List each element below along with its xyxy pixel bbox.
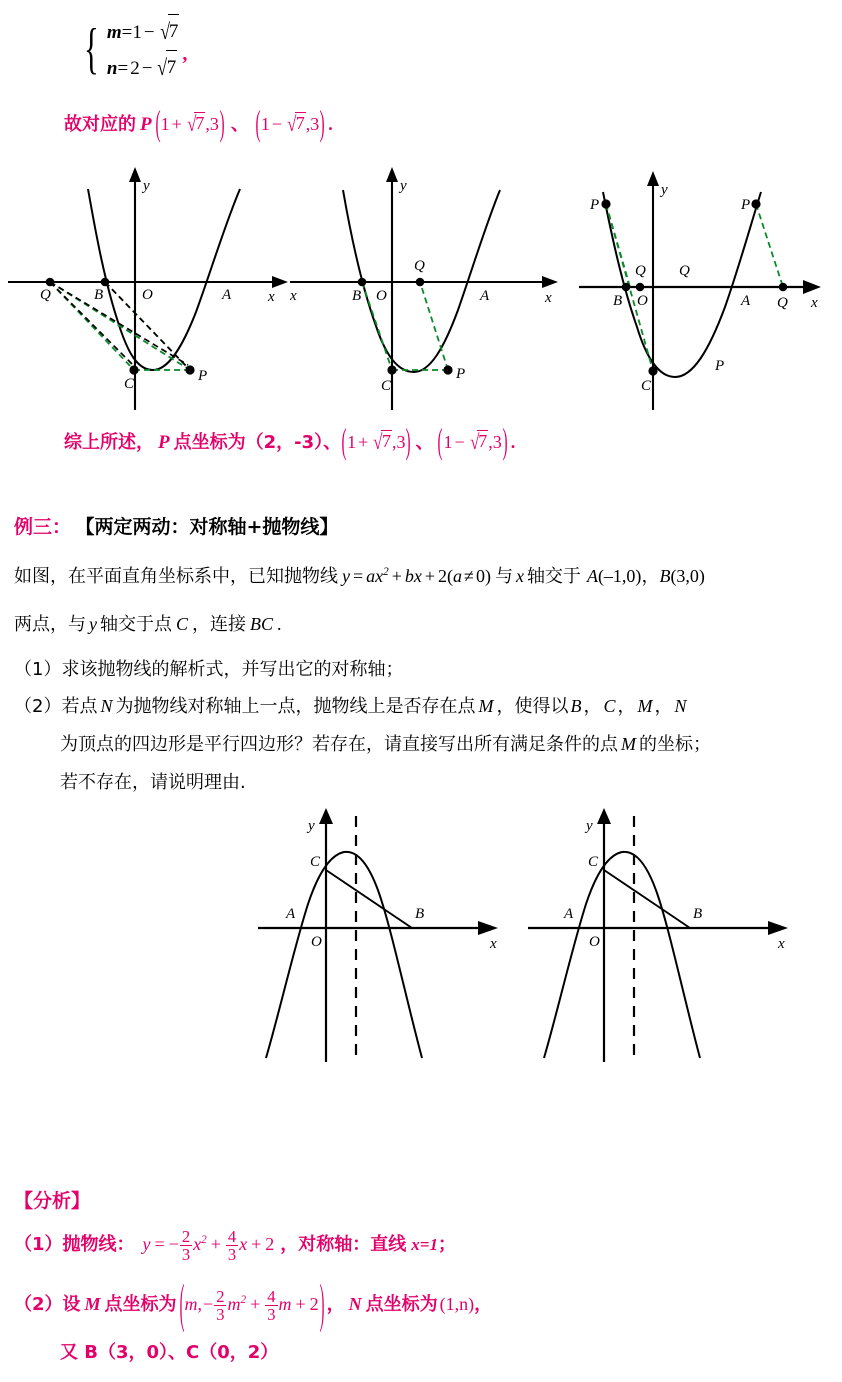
analysis-2-M-coord: m,− $\frac{2}{3}$ $m^2$ + $\frac{4}{3}$ m + 2 [184,1287,319,1325]
figure-5-x-axis [528,921,788,935]
figure-5-label-B: B [693,906,703,922]
conclusion-line-1: 故对应的 P (1 + √7,3) 、 (1 − √7,3) . [64,103,333,143]
conclusion-1-prefix: 故对应的 [64,114,136,135]
figure-2-label-B: B [352,288,362,304]
q2-var-M2: M [637,696,653,716]
eq2-int: 2 [130,58,140,79]
figure-5-label-O: O [589,934,600,950]
figure-3-axis-label-y: y [661,182,668,198]
coord-b2-op: − [454,432,465,452]
analysis-2-label-c: 点坐标为 [365,1294,438,1316]
eq1-radicand: 7 [168,14,180,49]
figure-2-axis-label-y: y [400,178,407,194]
problem-point-B: B [659,566,671,586]
q2-c3: ， [654,696,673,717]
q2-c1: ， [583,696,602,717]
equation-line-1 [107,14,180,50]
Mfrac1-den: 3 [216,1305,225,1325]
figure-5-label-A: A [564,906,574,922]
analysis-header-text: 【分析】 [14,1190,91,1212]
figure-3-label-P-right: P [741,197,751,213]
coord-b1-sqrt: √7 [287,112,305,136]
figure-1-label-Q: Q [40,287,51,303]
analysis-2-label-a: 设 [62,1294,81,1316]
conclusion-2-coord-plain: （2，-3） [245,432,324,453]
frac2-den: 3 [227,1245,237,1265]
coord-b1-op: − [271,114,283,134]
coord-a2-radicand: 7 [381,431,391,451]
analysis-1-semicolon: ； [437,1234,456,1256]
frac2-num: 4 [227,1227,237,1246]
coord-a2-sqrt: √7 [373,430,391,454]
figure-2-label-A: A [480,288,490,304]
figure-4-downward-parabola [250,800,520,1080]
conclusion-1-point-label: P [140,114,152,135]
example-header [14,512,338,539]
figure-4-axis-label-y: y [308,818,315,834]
figure-2-axis-label-x-right: x [545,290,552,306]
coord-b1-radicand: 7 [295,113,305,133]
Mfrac1-num: 2 [216,1287,225,1306]
figure-2-label-Q: Q [414,258,425,274]
analysis-2-label-b: 点坐标为 [104,1294,177,1316]
analysis-1-axis: x=1 [411,1235,438,1255]
problem-point-A: A [586,566,598,586]
coord-a2-int: 1 [347,432,357,452]
analysis-header [14,1186,90,1213]
coord-b1-y: 3 [310,114,320,134]
coord-a2-y: 3 [396,432,406,452]
conclusion-2-mid: 点坐标为 [173,432,246,453]
eq2-sqrt: √7 [154,50,177,86]
question-1 [14,655,403,681]
q2-var-M3: M [621,734,636,754]
eq1-int: 1 [132,22,142,43]
figure-2-upward-parabola-Q-mid [290,162,580,412]
analysis-2-number: （2） [14,1294,63,1316]
figure-1-black-dashes [50,282,188,366]
q2-line2-a: 为顶点的四边形是平行四边形？若存在，请直接写出所有满足条件的点 [60,734,618,755]
eq1-equals: = [121,22,133,43]
figure-1-label-O: O [142,287,153,303]
figure-2-label-P: P [456,366,466,382]
analysis-1-const: 2 [265,1234,275,1255]
figure-4-axis-label-x: x [490,936,497,952]
problem-x-var: x [515,566,524,586]
figure-3-label-Q-near-origin: Q [635,263,646,279]
problem-line2-c: ，连接 [192,614,247,635]
q2-var-M: M [478,696,494,716]
coord-a1-radicand: 7 [195,113,205,133]
example-header-label: 例三： [14,516,72,538]
analysis-2-N-coord: (1,n) [439,1294,475,1315]
analysis-1-number: （1） [14,1234,63,1256]
figure-4-label-A: A [286,906,296,922]
coord-b2-int: 1 [443,432,453,452]
analysis-item-2-line-1: （2）设 M 点坐标为 (m,− $\frac{2}{3}$ $m^2$ + $\frac{4}{3}$ m + 2) ， N 点坐标为 (1,n)， [14,1273,493,1334]
figure-3-upward-parabola-two-P [575,162,842,412]
problem-y-var: y [89,614,97,634]
q2-line2-b: 的坐标； [639,734,711,755]
analysis-item-1 [14,1228,456,1264]
figure-2-axis-label-x-left: x [290,288,297,304]
coord-a2-op: + [358,432,369,452]
eq1-lhs: m [106,22,122,43]
figure-5-axis-label-y: y [586,818,593,834]
problem-line2-period: . [277,614,282,634]
problem-line1-c: 轴交于 [526,566,581,587]
coord-a1-y: 3 [209,114,219,134]
figure-3-label-B: B [613,293,623,309]
q2-var-C: C [603,696,616,716]
figure-3-label-Q-right: Q [777,295,788,311]
q2-line1-a: 若点 [61,696,98,717]
eq2-op: − [141,58,153,79]
analysis-2-sep: ， [326,1294,345,1316]
figure-4-label-C: C [310,854,321,870]
problem-statement-line-2 [14,610,282,636]
frac1-den: 3 [181,1245,191,1265]
q2-c2: ， [617,696,636,717]
conclusion-2-sep2: 、 [415,432,434,453]
figure-3-label-A: A [741,293,751,309]
coord-b1-int: 1 [260,114,270,134]
problem-statement-line-1: 如图，在平面直角坐标系中，已知抛物线 $y = ax^2$ + bx + 2(a ≠ 0) 与 x 轴交于 A(–1,0)，B(3,0) [14,566,705,587]
figure-5-axis-label-x: x [778,936,785,952]
analysis-2-var-N: N [348,1294,362,1315]
figure-2-label-C: C [381,378,392,394]
figure-3-label-P-curve: P [715,358,725,374]
coord-a1-op: + [171,114,182,134]
q2-line1-c: ，使得以 [496,696,569,717]
eq2-radicand: 7 [166,50,178,85]
figure-5-downward-parabola [520,800,790,1080]
conclusion-line-2: 综上所述， P 点坐标为（2，-3）、(1 + √7,3) 、 (1 − √7,3) . [64,421,516,461]
analysis-1-equation: y = − $\frac{2}{3}$ $x^2$ + $\frac{4}{3}$ x + 2 [142,1227,275,1265]
conclusion-2-point-label: P [158,432,170,453]
figure-1-axis-label-y: y [143,178,150,194]
analysis-item-2-line-2 [60,1338,278,1364]
q2-var-B: B [570,696,582,716]
q2-line3: 若不存在，请说明理由. [60,772,246,793]
figure-1-axis-label-x: x [268,289,275,305]
problem-line2-b: 轴交于点 [100,614,172,635]
analysis-1-label: 抛物线： [62,1234,135,1256]
problem-point-C: C [176,614,189,634]
figure-5-label-C: C [588,854,599,870]
conclusion-1-period: . [328,114,333,134]
problem-equation: $y = ax^2$ + bx + 2(a ≠ 0) [342,566,491,586]
figure-4-label-B: B [415,906,425,922]
eq2-equals: = [117,58,129,79]
coord-a1-int: 1 [160,114,170,134]
coord-a1-sqrt: √7 [186,112,205,136]
system-of-equations [78,14,187,86]
eq2-lhs: n [106,58,118,79]
Mfrac2-num: 4 [267,1287,276,1306]
equation-line-2 [107,50,180,86]
eq1-op: − [143,22,155,43]
figure-2-label-O: O [376,288,387,304]
Mcoord-m: m [184,1294,198,1315]
figure-3-label-C: C [641,378,652,394]
Mfrac2-den: 3 [267,1305,276,1325]
question-2-line-1 [14,692,689,718]
question-2-number: （2） [14,696,62,717]
figure-4-x-axis [258,921,498,935]
conclusion-1-separator: 、 [230,114,249,135]
figure-4-segment-CB [326,870,412,928]
coord-b2-radicand: 7 [478,431,488,451]
question-1-text: 求该抛物线的解析式，并写出它的对称轴； [61,659,404,680]
q2-var-N2: N [674,696,687,716]
figure-1-label-B: B [94,287,104,303]
analysis-2-line2: 又 B（3，0）、C（0，2） [60,1342,279,1363]
problem-line1-b: 与 [494,566,513,587]
coord-b2-y: 3 [492,432,502,452]
conclusion-2-prefix: 综上所述， [64,432,154,453]
figure-2-points [358,278,453,375]
figure-4-label-O: O [311,934,322,950]
question-2-line-3 [60,768,246,794]
figure-3-label-P-left: P [590,197,600,213]
conclusion-2-period: . [510,432,516,452]
figure-3-label-O: O [637,293,648,309]
analysis-1-tail: ，对称轴：直线 [280,1234,407,1256]
figure-3-axis-label-x: x [811,295,818,311]
analysis-2-var-M: M [84,1294,101,1315]
figure-5-segment-CB [604,870,690,928]
example-header-title: 【两定两动：对称轴+抛物线】 [85,516,339,538]
eq1-sqrt: √7 [157,14,180,50]
figure-1-label-P: P [198,368,208,384]
problem-segment-BC: BC [250,614,274,634]
question-1-number: （1） [14,659,62,680]
frac1-num: 2 [181,1227,191,1246]
conclusion-2-sep1: 、 [323,432,342,453]
analysis-2-comma-end: ， [474,1294,493,1316]
problem-line2-a: 两点，与 [14,614,86,635]
equations-trailing-comma: , [182,42,188,65]
figure-3-label-Q-mid: Q [679,263,690,279]
q2-line1-b: 为抛物线对称轴上一点，抛物线上是否存在点 [115,696,476,717]
problem-comma: ， [641,566,660,587]
figure-1-upward-parabola-Q-left [0,162,290,412]
equation-brace: { [84,18,99,81]
figure-1-label-C: C [124,376,135,392]
Mcoord-const: 2 [309,1294,319,1315]
figure-1-label-A: A [222,287,232,303]
problem-line1-a: 如图，在平面直角坐标系中，已知抛物线 [14,566,338,587]
question-2-line-2 [60,730,711,756]
q2-var-N: N [100,696,113,716]
coord-b2-sqrt: √7 [469,430,488,454]
